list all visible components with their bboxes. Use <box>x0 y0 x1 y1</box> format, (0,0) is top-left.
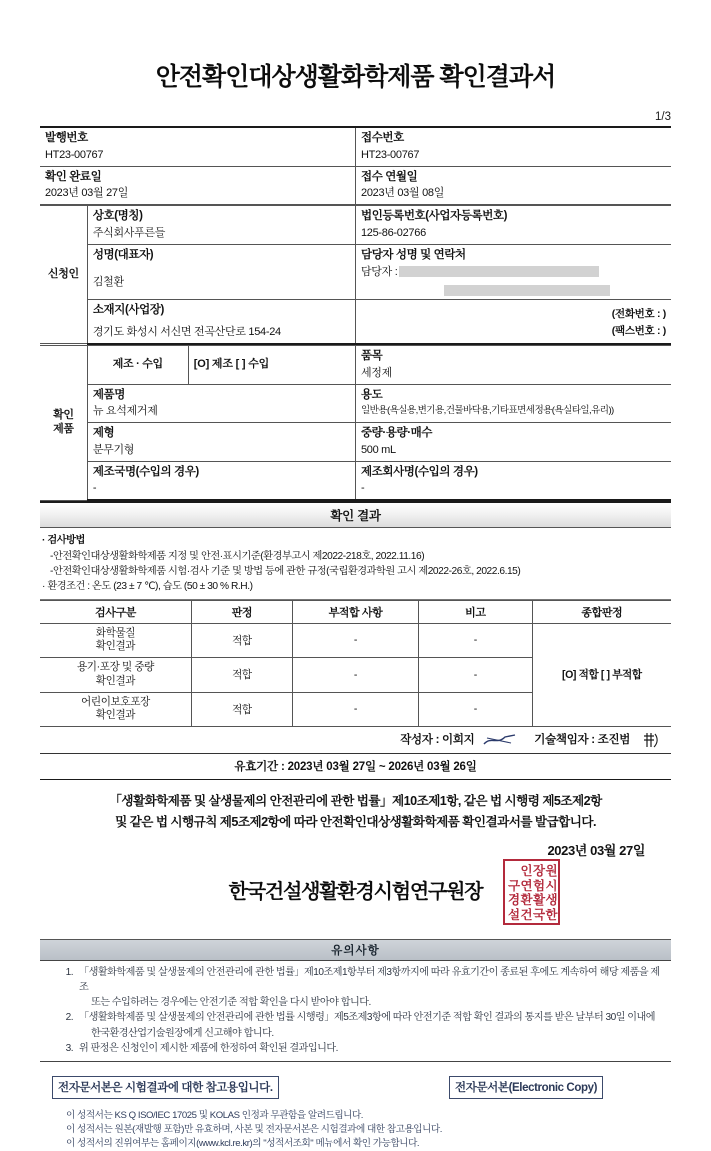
row-category-2-line1: 어린이보호포장 <box>81 695 150 708</box>
col-overall: 종합판정 <box>532 600 671 623</box>
method-line-1: -안전확인대상생활화학제품 지정 및 안전·표시기준(환경부고시 제2022-218호, 2022.11.16) <box>50 550 425 562</box>
table-header-row <box>40 600 671 623</box>
col-judgement: 판정 <box>191 600 292 623</box>
receipt-date-label: 접수 연월일 <box>361 170 418 183</box>
formulation-cell <box>87 423 355 462</box>
validity-period: 유효기간 : 2023년 03월 27일 ~ 2026년 03월 26일 <box>40 754 671 780</box>
seal-text-3: 원장인 <box>518 864 558 876</box>
table-row <box>40 345 671 384</box>
manufacture-import-label: 제조 · 수입 <box>87 345 188 384</box>
notice-text-1-cont: 한국환경산업기술원장에게 신고해야 합니다. <box>91 1027 274 1039</box>
notice-band-title: 유의사항 <box>40 939 671 960</box>
phone-fax-cell <box>355 300 671 344</box>
origin-country-value: - <box>92 482 97 495</box>
footnote-2: 이 성적서는 원본(재발행 포함)만 유효하며, 사본 및 전자문서본은 시험결과에 대한 참고용입니다. <box>66 1123 442 1135</box>
notice-body <box>40 960 671 1062</box>
company-label: 상호(명칭) <box>92 210 143 223</box>
row-nonconformity-0: - <box>292 623 418 658</box>
notice-number-2: 3. <box>65 1042 73 1054</box>
row-judgement-0: 적합 <box>191 623 292 658</box>
quantity-cell <box>355 423 671 462</box>
product-section-label-line2: 제품 <box>53 422 74 435</box>
representative-value: 김철환 <box>92 275 124 288</box>
row-judgement-1: 적합 <box>191 658 292 693</box>
footnote-3: 이 성적서의 진위여부는 홈페이지(www.kcl.re.kr)의 "성적서조회" 메뉴에서 확인 가능합니다. <box>66 1137 420 1149</box>
notice-text-0-main: 「생활화학제품 및 살생물제의 안전관리에 관한 법률」제10조제1항부터 제3항까지에 따라 유효기간이 종료된 후에도 계속하여 해당 제품을 제조 <box>79 966 660 994</box>
row-judgement-2: 적합 <box>191 692 292 727</box>
notice-text-0-cont: 또는 수입하려는 경우에는 안전기준 적합 확인을 다시 받아야 합니다. <box>91 997 371 1009</box>
representative-cell <box>87 244 355 300</box>
institute-name: 한국건설생활환경시험연구원장 <box>228 880 483 903</box>
quantity-value: 500 mL <box>360 443 396 456</box>
origin-country-cell <box>87 461 355 500</box>
address-label: 소재지(사업장) <box>92 304 164 317</box>
corp-reg-cell <box>355 206 671 245</box>
seal-text-0: 한국건설 <box>506 907 558 920</box>
legal-line-2: 및 같은 법 시행규칙 제5조제2항에 따라 안전확인대상생활화학제품 확인결과서를 발급합니다. <box>115 814 596 829</box>
list-item <box>42 965 671 1010</box>
table-row <box>40 127 671 166</box>
row-category-0-line2: 확인결과 <box>95 640 136 653</box>
row-category-0-line1: 화학물질 <box>95 626 136 639</box>
receipt-date-cell <box>356 166 672 205</box>
official-seal-icon <box>503 859 560 925</box>
row-nonconformity-1: - <box>292 658 418 693</box>
origin-country-label: 제조국명(수입의 경우) <box>92 465 199 478</box>
applicant-section-label: 신청인 <box>40 206 87 344</box>
tel-label: (전화번호 : ) <box>611 308 666 321</box>
manufacturer-cell <box>355 461 671 500</box>
list-item <box>42 1041 671 1056</box>
product-name-cell <box>87 384 355 423</box>
phone-fax-lines <box>361 302 666 340</box>
item-cell <box>355 345 671 384</box>
receipt-number-cell <box>356 127 672 166</box>
row-category-1-line2: 확인결과 <box>95 674 136 687</box>
institute-row <box>40 859 671 927</box>
address-cell <box>87 300 355 344</box>
col-category: 검사구분 <box>40 600 191 623</box>
item-label: 품목 <box>360 349 383 362</box>
notice-text-0 <box>79 965 663 1010</box>
row-remarks-0: - <box>419 623 533 658</box>
product-section-label-line1: 확인 <box>53 409 74 422</box>
issue-number-value: HT23-00767 <box>45 148 104 161</box>
row-remarks-2: - <box>419 692 533 727</box>
fax-label: (팩스번호 : ) <box>611 325 666 338</box>
manufacture-import-value: [O] 제조 [ ] 수입 <box>188 345 355 384</box>
result-table <box>40 600 671 728</box>
row-category-1 <box>40 658 191 693</box>
issue-number-label: 발행번호 <box>45 132 88 144</box>
electronic-copy-note-box: 전자문서본은 시험결과에 대한 참고용입니다. <box>52 1076 279 1099</box>
page-indicator: 1/3 <box>655 111 671 123</box>
notice-text-2-main: 위 판정은 신청인이 제시한 제품에 한정하여 확인된 결과입니다. <box>79 1042 338 1054</box>
manufacturer-label: 제조회사명(수입의 경우) <box>360 465 478 478</box>
formulation-value: 분무기형 <box>92 443 135 456</box>
header-table <box>40 126 671 205</box>
formulation-label: 제형 <box>92 427 115 440</box>
row-nonconformity-2: - <box>292 692 418 727</box>
redaction-block-name <box>399 266 599 277</box>
tech-manager-signature-icon <box>641 732 661 748</box>
tech-manager-label: 기술책임자 : <box>534 734 595 747</box>
table-row <box>40 206 671 245</box>
col-nonconformity: 부적합 사항 <box>292 600 418 623</box>
table-row <box>40 166 671 205</box>
completion-date-value: 2023년 03월 27일 <box>45 187 129 200</box>
tech-manager-name: 조진범 <box>597 734 631 747</box>
row-category-2-line2: 확인결과 <box>95 709 136 722</box>
notice-number-1: 2. <box>65 1012 73 1024</box>
table-row <box>40 623 671 658</box>
notice-text-2 <box>79 1041 663 1056</box>
receipt-number-label: 접수번호 <box>361 132 404 144</box>
corp-reg-label: 법인등록번호(사업자등록번호) <box>360 210 508 223</box>
page-title: 안전확인대상생활화학제품 확인결과서 <box>155 63 556 91</box>
environmental-conditions: · 환경조건 : 온도 (23 ± 7 ℃), 습도 (50 ± 30 % R.H.) <box>42 581 253 593</box>
product-table <box>40 345 671 501</box>
table-row <box>40 384 671 423</box>
electronic-copy-footnotes <box>40 1102 671 1151</box>
usage-cell <box>355 384 671 423</box>
col-remarks: 비고 <box>419 600 533 623</box>
seal-text-1: 생활환경 <box>506 893 558 905</box>
receipt-number-value: HT23-00767 <box>361 148 420 161</box>
contact-person-line <box>361 264 666 281</box>
manufacturer-value: - <box>360 482 365 495</box>
legal-line-1: 「생활화학제품 및 살생물제의 안전관리에 관한 법률」제10조제1항, 같은 법 시행령 제5조제2항 <box>109 794 602 809</box>
overall-judgement: [O] 적합 [ ] 부적합 <box>532 623 671 727</box>
receipt-date-value: 2023년 03월 08일 <box>361 187 445 200</box>
author-signature-icon <box>483 733 517 747</box>
item-value: 세정제 <box>360 366 392 379</box>
completion-date-cell <box>40 166 356 205</box>
quantity-label: 중량·용량·매수 <box>360 427 433 440</box>
row-remarks-1: - <box>419 658 533 693</box>
contact-label: 담당자 성명 및 연락처 <box>360 248 466 261</box>
product-name-label: 제품명 <box>92 388 125 401</box>
notice-number-0: 1. <box>65 966 73 978</box>
usage-label: 용도 <box>360 388 383 401</box>
notice-text-1-main: 「생활화학제품 및 살생물제의 안전관리에 관한 법률 시행령」제5조제3항에 따라 안전기준 적합 확인 결과의 통지를 받은 날부터 30일 이내에 <box>79 1012 656 1024</box>
corp-reg-value: 125-86-02766 <box>360 226 426 239</box>
company-value: 주식회사푸른들 <box>92 226 166 239</box>
method-head: · 검사방법 <box>42 535 85 547</box>
notice-text-1 <box>79 1010 663 1040</box>
row-category-0 <box>40 623 191 658</box>
product-name-value: 뉴 요석제거제 <box>92 405 158 418</box>
result-band-title: 확인 결과 <box>40 501 671 528</box>
legal-statement <box>40 780 671 832</box>
completion-date-label: 확인 완료일 <box>45 170 102 183</box>
address-value: 경기도 화성시 서신면 전곡산단로 154-24 <box>92 326 281 339</box>
product-section-label <box>40 345 87 500</box>
table-row <box>40 300 671 344</box>
method-line-2: -안전확인대상생활화학제품 시험·검사 기준 및 방법 등에 관한 규정(국립환경과학원 고시 제2022-26호, 2022.6.15) <box>50 566 521 578</box>
table-row <box>40 461 671 500</box>
contact-phone-line <box>361 280 666 297</box>
row-category-2 <box>40 692 191 727</box>
table-row <box>40 244 671 300</box>
contact-person-label: 담당자 : <box>360 265 398 278</box>
issue-number-cell <box>40 127 356 166</box>
contact-cell <box>355 244 671 300</box>
table-row <box>40 423 671 462</box>
seal-text-2: 시험연구 <box>506 878 558 891</box>
list-item <box>42 1010 671 1040</box>
company-cell <box>87 206 355 245</box>
author-name: 이희지 <box>442 734 475 747</box>
applicant-table <box>40 205 671 345</box>
footnote-1: 이 성적서는 KS Q ISO/IEC 17025 및 KOLAS 인정과 무관함을 알려드립니다. <box>66 1109 364 1121</box>
row-category-1-line1: 용기·포장 및 중량 <box>76 661 154 674</box>
inspection-method-box <box>40 528 671 599</box>
representative-label: 성명(대표자) <box>92 248 154 261</box>
author-label: 작성자 : <box>400 734 440 747</box>
electronic-copy-row <box>40 1076 671 1102</box>
redaction-block-phone <box>444 285 610 296</box>
electronic-copy-label-box: 전자문서본(Electronic Copy) <box>449 1076 603 1099</box>
signers-row <box>40 727 671 754</box>
issue-date: 2023년 03월 27일 <box>547 842 645 858</box>
usage-value: 일반용(욕실용,변기용,건물바닥용,기타표면세정용(욕실타일,유리)) <box>360 405 614 417</box>
